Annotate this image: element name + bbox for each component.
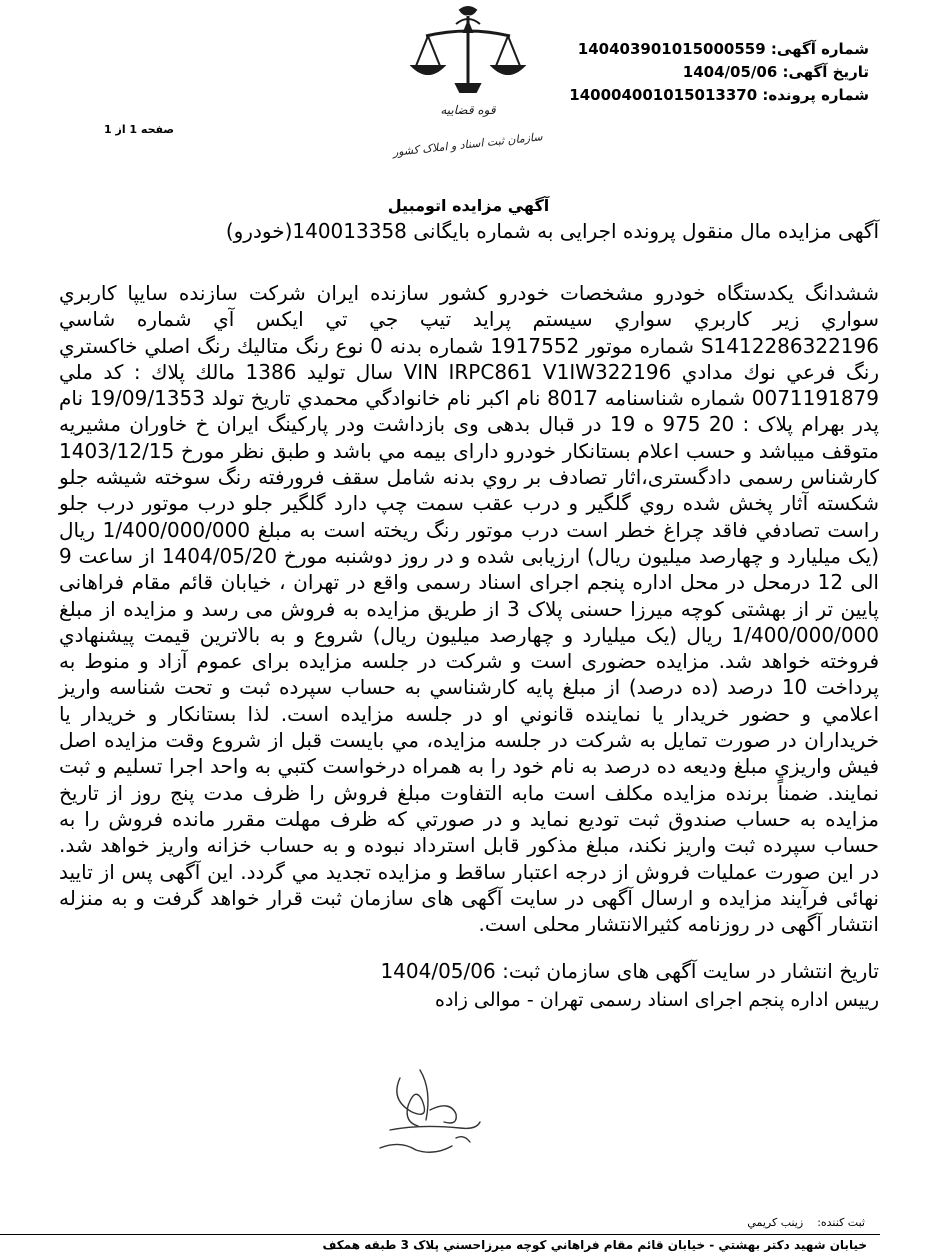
signer-line: رييس اداره پنجم اجرای اسناد رسمی تهران - موالی زاده [435,989,879,1011]
header-info [539,38,869,107]
page-subtitle: آگهی مزایده مال منقول پرونده اجرایی به شماره بایگانی 140013358(خودرو) [225,219,879,243]
page-indicator: صفحه 1 از 1 [104,123,175,136]
svg-text:سازمان ثبت اسناد و املاک کشور: سازمان ثبت اسناد و املاک کشور [392,130,544,159]
footer-divider [0,1234,880,1235]
signature-icon [360,1060,500,1170]
ad-date: 1404/05/06 [682,63,778,81]
ad-date-label: تاریخ آگهی: [782,63,869,81]
case-number-label: شماره پرونده: [762,86,869,104]
registrar [747,1216,865,1229]
publication-label: تاریخ انتشار در سایت آگهی های سازمان ثبت: [502,959,879,983]
page-title: آگهي مزايده اتومبيل [387,196,550,215]
handwritten-signature [360,1060,500,1170]
svg-text:قوه قضاییه: قوه قضاییه [440,103,496,117]
ad-number-row [539,38,869,61]
publication-line [59,957,879,985]
judiciary-emblem [368,2,568,164]
scales-of-justice-icon [368,2,568,164]
body-paragraph: ششدانگ يكدستگاه خودرو مشخصات خودرو كشور سازنده ايران شركت سازنده سايپا كاربري سواري زير كاربري سواري سيستم پرايد تيپ جي تي ايكس آي شماره شاسي S1412286322196 شماره موتور 1917552 شماره بدنه 0 نوع رنگ متاليك رنگ اصلي خاكستري رنگ فرعي نوك مدادي VIN IRPC861 V1IW322196 سال توليد 1386 مالك پلاك : كد ملي 0071191879 شماره شناسنامه 8017 نام اكبر نام خانوادگي محمدي تاريخ تولد 19/09/1353 نام پدر بهرام پلاک : 20 975 ه 19 در قبال بدهی وی بازداشت ودر پاركينگ ايران خ خاوران مشيريه متوقف ميباشد و حسب اعلام بستانكار خودرو دارای بيمه مي باشد و طبق نظر مورخ 1403/12/15 كارشناس رسمی دادگستری،اثار تصادف بر روي بدنه شامل سقف فرورفته رنگ سوخته شيشه جلو شكسته آثار پخش شده روي گلگير و درب عقب سمت چپ دارد گلگير جلو درب موتور درب جلو راست تصادفي فاقد چراغ خطر است درب موتور رنگ ريخته است به مبلغ 1/400/000/000 ريال (يک ميليارد و چهارصد ميليون ريال) ارزيابی شده و در روز دوشنبه مورخ 1404/05/20 از ساعت 9 الی 12 درمحل در محل اداره پنجم اجرای اسناد رسمی واقع در تهران ، خيابان قائم مقام فراهانی پايين تر از بهشتی كوچه ميرزا حسنی پلاک 3 از طريق مزايده به فروش می رسد و مزايده از مبلغ 1/400/000/000 ريال (يک ميليارد و چهارصد ميليون ريال) شروع و به بالاترين قيمت پيشنهادي فروخته خواهد شد. مزايده حضوری است و شرکت در جلسه مزايده برای عموم آزاد و منوط به پرداخت 10 درصد (ده درصد) از مبلغ پايه كارشناسي به حساب سپرده ثبت و تحت شناسه واريز اعلامي و حضور خريدار يا نماينده قانوني او در جلسه مزايده است. لذا بستانكار و خريدار يا خريداران در صورت تمايل به شركت در جلسه مزايده، مي بايست قبل از شروع وقت مزايده اصل فيش واريزي مبلغ وديعه ده درصد به نام خود را به همراه درخواست كتبي به واحد اجرا تسليم و ثبت نمايند. ضمناً برنده مزايده مكلف است مابه التفاوت مبلغ فروش را ظرف مدت پنج روز از تاريخ مزايده به حساب صندوق ثبت توديع نمايد و در صورتي كه ظرف مهلت مقرر مانده فروش را به حساب سپرده ثبت واريز نكند، مبلغ مذكور قابل استرداد نبوده و به حساب خزانه واريز خواهد شد. در اين صورت عمليات فروش از درجه اعتبار ساقط و مزايده تجديد مي گردد. اين آگهی پس از تاييد نهائی فرآيند مزايده و ارسال آگهی در سايت آگهی های سازمان ثبت قرار خواهد گرفت و به منزله انتشار آگهی در روزنامه كثيرالانتشار محلی است. [59,281,879,937]
case-number-row [539,84,869,107]
footer-address: خيابان شهيد دكتر بهشتي - خيابان قائم مقام فراهاني كوچه ميرزاحسني پلاک 3 طبقه همكف [322,1238,867,1252]
publication-date: 1404/05/06 [380,959,496,983]
registrar-name: زينب کريمي [747,1216,804,1229]
case-number: 140004001015013370 [569,86,758,104]
ad-number: 140403901015000559 [577,40,766,58]
ad-number-label: شماره آگهی: [770,40,869,58]
registrar-label: ثبت کننده: [817,1216,865,1229]
ad-date-row [539,61,869,84]
